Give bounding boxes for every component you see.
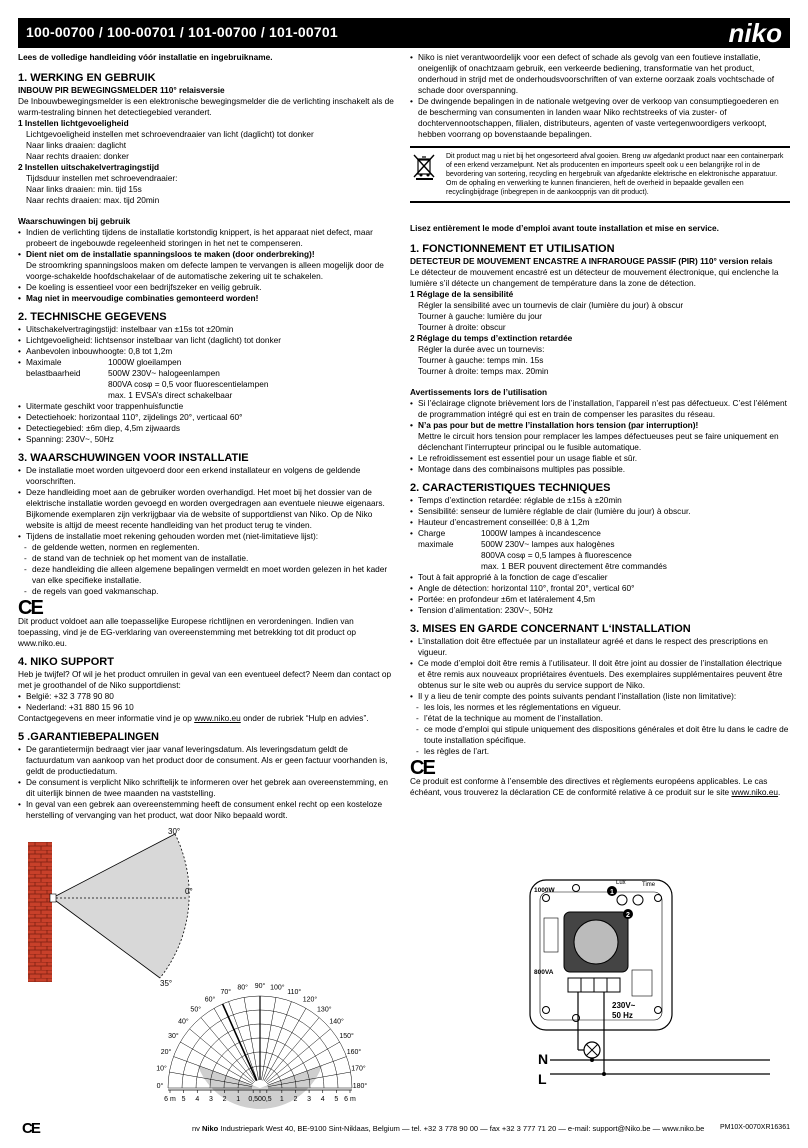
angle-30-label: 30° (168, 827, 181, 836)
fr-s3-3b: - l’état de la technique au moment de l’installation. (410, 713, 790, 724)
nl-warn3: • De koeling is essentieel voor een bedrijfszeker en veilig gebruik. (18, 282, 396, 293)
fr-s3-3a: - les lois, les normes et les réglementations en vigueur. (410, 702, 790, 713)
nl-s1-item1b: Naar links draaien: daglicht (26, 140, 127, 150)
nl-s4-contact-pre: Contactgegevens en meer informatie vind je op (18, 713, 195, 723)
fr-s1-item2b: Tourner à gauche: temps min. 15s (418, 355, 544, 365)
ce-mark: CE (18, 597, 42, 619)
time-knob (633, 895, 643, 905)
angle-label: 40° (178, 1018, 189, 1026)
fr-s1-item1: 1 Réglage de la sensibilité (410, 289, 514, 299)
nl-s2-load-table (18, 357, 396, 401)
angle-label: 30° (168, 1033, 179, 1040)
nl-intro: Lees de volledige handleiding vóór installatie en ingebruikname. (18, 52, 273, 62)
footer-addr-pre: nv (192, 1124, 203, 1133)
fr-load-a: 1000W lampes à incandescence (481, 528, 601, 538)
nl-s4-contact-post: onder de rubriek “Hulp en advies”. (240, 713, 369, 723)
angle-label: 10° (156, 1065, 167, 1073)
side-detection-diagram (20, 826, 220, 986)
nl-s2-load-values (108, 357, 268, 401)
wiring-diagram (520, 860, 780, 1100)
nl-s3-3b: - de stand van de techniek op het moment van de installatie. (18, 553, 396, 564)
angle-label: 160° (346, 1048, 362, 1056)
nl-s5-4: • Niko is niet verantwoordelijk voor een defect of schade als gevolg van een foutieve installatie, oneigenlijk of onachtzaam gebruik, een verkeerde bediening, transformatie van het product, onderhoud in strijd met de onderhoudsvoorschriften of van externe oorzaak zoals vochtschade of schade door overspanning. (410, 52, 790, 96)
nl-s5-5: • De dwingende bepalingen in de nationale wetgeving over de verkoop van consumptiegoederen en de bescherming van consumenten in landen waar Niko rechtstreeks of via zuster- of dochtervennootschappen, filialen, distributeurs, agenten of vaste vertegenwoordigers verkoopt, hebben voorrang op bovenstaande bepalingen. (410, 96, 790, 140)
fr-s2-7: • Portée: en profondeur ±6m et latéralement 4,5m (410, 594, 790, 605)
angle-label: 60° (204, 996, 216, 1004)
nl-s1-title: 1. WERKING EN GEBRUIK (18, 72, 156, 84)
fr-s3-3: • Il y a lieu de tenir compte des points suivants pendant l’installation (liste non limitative): (410, 691, 790, 702)
fr-s2-1: • Temps d’extinction retardée: réglable de ±15s à ±20min (410, 495, 790, 506)
angle-label: 180° (352, 1083, 368, 1090)
fr-s3-1: • L’installation doit être effectuée par un installateur agréé et dans le respect des prescriptions en vigueur. (410, 636, 790, 658)
nl-s4-netherlands: • Nederland: +31 880 15 96 10 (18, 702, 396, 713)
callout-2: 2 (626, 912, 630, 919)
nl-s3-3c: - deze handleiding die alleen algemene bepalingen vermeldt en moet worden gelezen in het kader van elke specifieke installatie. (18, 564, 396, 586)
nl-s4-contact (18, 713, 396, 724)
nl-s2-5: • Uitermate geschikt voor trappenhuisfunctie (18, 401, 396, 412)
nl-s2-6: • Detectiehoek: horizontaal 110°, zijdelings 20°, verticaal 60° (18, 412, 396, 423)
angle-label: 140° (329, 1018, 344, 1026)
crossed-bin-icon (413, 154, 437, 180)
angle-label: 130° (317, 1006, 332, 1014)
nl-warn1: • Indien de verlichting tijdens de installatie kortstondig knippert, is het apparaat niet defect, maar probeert de ingebouwde regeleenheid storingen in het net te compenseren. (18, 227, 396, 249)
fr-warn1: • Si l’éclairage clignote brièvement lors de l’installation, l’appareil n’est pas défectueux. C’est l’élément de programmation intégré qui est en train de compenser les parasites du réseau. (410, 398, 790, 420)
angle-label: 120° (302, 996, 318, 1004)
neutral-label: N (538, 1051, 549, 1067)
fr-s2-load-label: • Charge maximale (418, 528, 454, 549)
fr-s1-title: 1. FONCTIONNEMENT ET UTILISATION (410, 243, 615, 255)
lux-label: Lux (616, 880, 626, 886)
nl-s5-3: • In geval van een gebrek aan overeenstemming heeft de consument enkel recht op een kosteloze herstelling of vervanging van het product, wat door Niko bepaald wordt. (18, 799, 396, 821)
distance-tick-label: 1 (279, 1096, 284, 1103)
nl-s4-text: Heb je twijfel? Of wil je het product omruilen in geval van een eventueel defect? Neem dan contact op met je groothandel of de Niko supportdienst: (18, 669, 392, 690)
header-bar (18, 18, 790, 48)
angle-label: 170° (351, 1065, 366, 1073)
distance-tick-label: 3 (208, 1096, 213, 1103)
nl-s4-belgium: • België: +32 3 778 90 80 (18, 691, 396, 702)
nl-s2-7: • Detectiegebied: ±6m diep, 4,5m zijwaards (18, 423, 396, 434)
nl-column-left (18, 52, 396, 821)
nl-s2-2: • Lichtgevoeligheid: lichtsensor instelbaar van licht (daglicht) tot donker (18, 335, 396, 346)
fr-s2-6: • Angle de détection: horizontal 110°, frontal 20°, vertical 60° (410, 583, 790, 594)
nl-s2-3: • Aanbevolen inbouwhoogte: 0,8 tot 1,2m (18, 346, 396, 357)
niko-logo: niko (728, 18, 782, 48)
fr-s1-item2: 2 Réglage du temps d’extinction retardée (410, 333, 573, 343)
angle-label: 100° (270, 984, 285, 992)
nl-s3-title: 3. WAARSCHUWINGEN VOOR INSTALLATIE (18, 452, 249, 464)
angle-label: 20° (160, 1048, 172, 1056)
distance-tick-label: 2 (222, 1096, 227, 1103)
distance-tick-label: 4 (195, 1096, 200, 1103)
fr-s1-item2a: Régler la durée avec un tournevis: (418, 344, 545, 354)
nl-load-d: max. 1 EVSA’s direct schakelbaar (108, 390, 233, 400)
nl-s5-1: • De garantietermijn bedraagt vier jaar vanaf leveringsdatum. Als leveringsdatum geldt de factuurdatum van aankoop van het product door de consument. Als er geen factuur voorhanden is, geldt de productiedatum. (18, 744, 396, 777)
distance-tick-label: 1 (236, 1096, 241, 1103)
fr-s2-8: • Tension d’alimentation: 230V~, 50Hz (410, 605, 790, 616)
nl-s1-item1c: Naar rechts draaien: donker (26, 151, 129, 161)
nl-ce-text: Dit product voldoet aan alle toepasselijke Europese richtlijnen en verordeningen. Indien van toepassing, vind je de EG-verklaring van overeenstemming met betrekking tot dit product op www.niko.eu. (18, 616, 357, 648)
callout-1: 1 (610, 889, 614, 896)
distance-tick-label: 3 (307, 1096, 312, 1103)
nl-s3-3d: - de regels van goed vakmanschap. (18, 586, 396, 597)
nl-s1-item1: 1 Instellen lichtgevoeligheid (18, 118, 129, 128)
nl-warn2: • Dient niet om de installatie spanningsloos te maken (door onderbreking)! (18, 249, 396, 260)
detection-cone (52, 834, 189, 978)
footer-ce-mark: CE (22, 1120, 39, 1137)
fr-ce-text-pre: Ce produit est conforme à l’ensemble des directives et règlements européens applicables. Le cas échéant, vous trouverez la déclaration CE de conformité relative à ce produit sur le site (410, 776, 768, 797)
angle-35-label: 35° (160, 979, 173, 988)
fr-ce-mark: CE (410, 757, 434, 779)
angle-label: 50° (190, 1006, 202, 1014)
nl-s1-subtitle: INBOUW PIR BEWEGINGSMELDER 110° relaisversie (18, 85, 225, 95)
sensor (50, 894, 56, 902)
nl-s5-2: • De consument is verplicht Niko schriftelijk te informeren over het gebrek aan overeenstemming, en dit uiterlijk binnen de twee maanden na vaststelling. (18, 777, 396, 799)
footer (18, 1120, 790, 1138)
nl-s3-3a: - de geldende wetten, normen en reglementen. (18, 542, 396, 553)
nl-s1-item1a: Lichtgevoeligheid instellen met schroevendraaier van licht (daglicht) tot donker (26, 129, 314, 139)
lux-knob (617, 895, 627, 905)
right-column (410, 52, 790, 798)
fr-s2-load-table (410, 528, 790, 572)
nl-s2-8: • Spanning: 230V~, 50Hz (18, 434, 396, 445)
nl-s2-1: • Uitschakelvertragingstijd: instelbaar van ±15s tot ±20min (18, 324, 396, 335)
fr-s2-5: • Tout à fait approprié à la fonction de cage d’escalier (410, 572, 790, 583)
weee-notice (410, 146, 790, 203)
distance-tick-label: 6 m (344, 1096, 356, 1103)
distance-tick-label: 0,5 (261, 1096, 272, 1103)
fr-s1-item1a: Régler la sensibilité avec un tournevis de clair (lumière du jour) à obscur (418, 300, 684, 310)
footer-addr-text: Industriepark West 40, BE-9100 Sint-Niklaas, Belgium — tel. +32 3 778 90 00 — fax +32 3 777 71 20 — e-mail: support@Niko.be — www.niko.be (218, 1124, 705, 1133)
angle-label: 70° (220, 989, 232, 997)
live-label: L (538, 1071, 547, 1087)
load-800va-label: 800VA (534, 969, 554, 976)
fr-s1-item1c: Tourner à droite: obscur (418, 322, 506, 332)
nl-warn-title: Waarschuwingen bij gebruik (18, 216, 131, 226)
fr-s1-item1b: Tourner à gauche: lumière du jour (418, 311, 543, 321)
angle-label: 110° (287, 989, 302, 997)
fr-warn2b: Mettre le circuit hors tension pour remplacer les lampes défectueuses peut se faire uniquement en déclenchant l’interrupteur principal ou le fusible automatique. (418, 431, 779, 452)
angle-label: 90° (254, 983, 266, 990)
fr-warn3: • Le refroidissement est essentiel pour un usage fiable et sûr. (410, 453, 790, 464)
weee-text: Dit product mag u niet bij het ongesorteerd afval gooien. Breng uw afgedankt product naar een containerpark of een erkend verzamelpunt. Net als producenten en importeurs speelt ook u een belangrijke rol in de bevordering van sortering, recycling en hergebruik van afgedankte elektrische en elektronische apparatuur. Om de ophaling en verwerking te kunnen financieren, heft de overheid in bepaalde gevallen een recyclingbijdrage (inbegrepen in de aankoopprijs van dit product). (446, 153, 784, 196)
time-label: Time (642, 882, 656, 888)
angle-0-label: 0° (185, 887, 193, 896)
fr-s3-3c: - ce mode d’emploi qui stipule uniquement des dispositions générales et doit être lu dans le cadre de toute installation spécifique. (410, 724, 790, 746)
distance-tick-label: 5 (181, 1096, 186, 1103)
nl-warn2b: De stroomkring spanningsloos maken om defecte lampen te vervangen is alleen mogelijk door de voorge-schakelde hoofdschakelaar of de automatische zekering uit te schakelen. (26, 260, 384, 281)
nl-s1-item2: 2 Instellen uitschakelvertragingstijd (18, 162, 160, 172)
distance-tick-label: 4 (320, 1096, 325, 1103)
fr-ce-link[interactable]: www.niko.eu (731, 787, 779, 797)
footer-address (192, 1124, 704, 1133)
fr-warn2: • N’a pas pour but de mettre l’installation hors tension (par interruption)! (410, 420, 790, 431)
fr-load-c: 800VA cosφ = 0,5 lampes à fluorescence (481, 550, 632, 560)
nl-s4-link[interactable]: www.niko.eu (194, 713, 241, 723)
fr-s2-2: • Sensibilité: senseur de lumière réglable de clair (lumière du jour) à obscur. (410, 506, 790, 517)
distance-tick-label: 6 m (164, 1096, 176, 1103)
distance-tick-label: 0,5 (248, 1096, 259, 1103)
fr-ce-text (410, 776, 790, 798)
footer-doc-code: PM10X-0070XR16361 (719, 1124, 790, 1131)
fr-ce-text-post: . (778, 787, 781, 797)
nl-load-b: 500W 230V~ halogeenlampen (108, 368, 220, 378)
nl-s2-title: 2. TECHNISCHE GEGEVENS (18, 311, 167, 323)
fr-intro: Lisez entièrement le mode d’emploi avant toute installation et mise en service. (410, 223, 719, 233)
nl-warn4: • Mag niet in meervoudige combinaties gemonteerd worden! (18, 293, 396, 304)
nl-s1-item2c: Naar rechts draaien: max. tijd 20min (26, 195, 160, 205)
pir-lens (574, 920, 618, 964)
fr-s1-item2c: Tourner à droite: temps max. 20min (418, 366, 549, 376)
angle-label: 80° (237, 984, 248, 992)
nl-s1-text: De Inbouwbewegingsmelder is een elektronische bewegingsmelder die de verlichting inschakelt als de warm-testraling binnen het detectiegebied verandert. (18, 96, 394, 117)
fr-s3-title: 3. MISES EN GARDE CONCERNANT L‘INSTALLATION (410, 623, 691, 635)
load-1000w-label: 1000W (534, 887, 555, 894)
distance-tick-label: 5 (334, 1096, 339, 1103)
fr-warn4: • Montage dans des combinaisons multiples pas possible. (410, 464, 790, 475)
nl-s3-1: • De installatie moet worden uitgevoerd door een erkend installateur en volgens de geldende voorschriften. (18, 465, 396, 487)
distance-tick-label: 0 (258, 1096, 262, 1103)
fr-warn-title: Avertissements lors de l’utilisation (410, 387, 548, 397)
fr-load-d: max. 1 BER pouvent directement être commandés (481, 561, 667, 571)
distance-tick-label: 2 (293, 1096, 298, 1103)
angle-label: 0° (156, 1083, 164, 1090)
fr-load-b: 500W 230V~ lampes aux halogènes (481, 539, 615, 549)
fr-s3-2: • Ce mode d’emploi doit être remis à l’utilisateur. Il doit être joint au dossier de l’installation électrique et être remis aux nouveaux propriétaires éventuels. Des exemplaires supplémentaires peuvent être obtenus sur le site web ou auprès du service support de Niko. (410, 658, 790, 691)
nl-s2-load-label: • Maximale belastbaarheid (26, 357, 81, 378)
fr-s2-3: • Hauteur d’encastrement conseillée: 0,8 à 1,2m (410, 517, 790, 528)
fr-s3-3d: - les règles de l’art. (410, 746, 790, 757)
fr-s2-load-values (481, 528, 667, 572)
fr-s2-title: 2. CARACTERISTIQUES TECHNIQUES (410, 482, 611, 494)
nl-s4-title: 4. NIKO SUPPORT (18, 656, 114, 668)
fr-s1-subtitle: DETECTEUR DE MOUVEMENT ENCASTRE A INFRAROUGE PASSIF (PIR) 110° version relais (410, 256, 773, 266)
fr-s1-text: Le détecteur de mouvement encastré est un détecteur de mouvement électronique, qui enclenche la lumière s’il détecte un changement de température dans la zone de détection. (410, 267, 779, 288)
nl-s5-title: 5 .GARANTIEBEPALINGEN (18, 731, 159, 743)
footer-brand: Niko (202, 1124, 219, 1133)
frequency-label: 50 Hz (612, 1011, 633, 1020)
nl-s3-2: • Deze handleiding moet aan de gebruiker worden overhandigd. Het moet bij het dossier van de elektrische installatie worden gevoegd en worden overgedragen aan eventuele nieuwe eigenaars. Bijkomende exemplaren zijn verkrijgbaar via de website of supportdienst van Niko. Op de Niko website is altijd de meest recente handleiding van het product terug te vinden. (18, 487, 396, 531)
nl-load-c: 800VA cosφ = 0,5 voor fluorescentielampen (108, 379, 269, 389)
voltage-label: 230V~ (612, 1001, 636, 1010)
brick-wall (28, 842, 52, 982)
angle-label: 150° (339, 1033, 354, 1040)
nl-s3-3: • Tijdens de installatie moet rekening gehouden worden met (niet-limitatieve lijst): (18, 531, 396, 542)
nl-s1-item2a: Tijdsduur instellen met schroevendraaier: (26, 173, 178, 183)
nl-load-a: 1000W gloeilampen (108, 357, 182, 367)
nl-s1-item2b: Naar links draaien: min. tijd 15s (26, 184, 142, 194)
product-codes: 100-00700 / 100-00701 / 101-00700 / 101-00701 (26, 24, 338, 40)
